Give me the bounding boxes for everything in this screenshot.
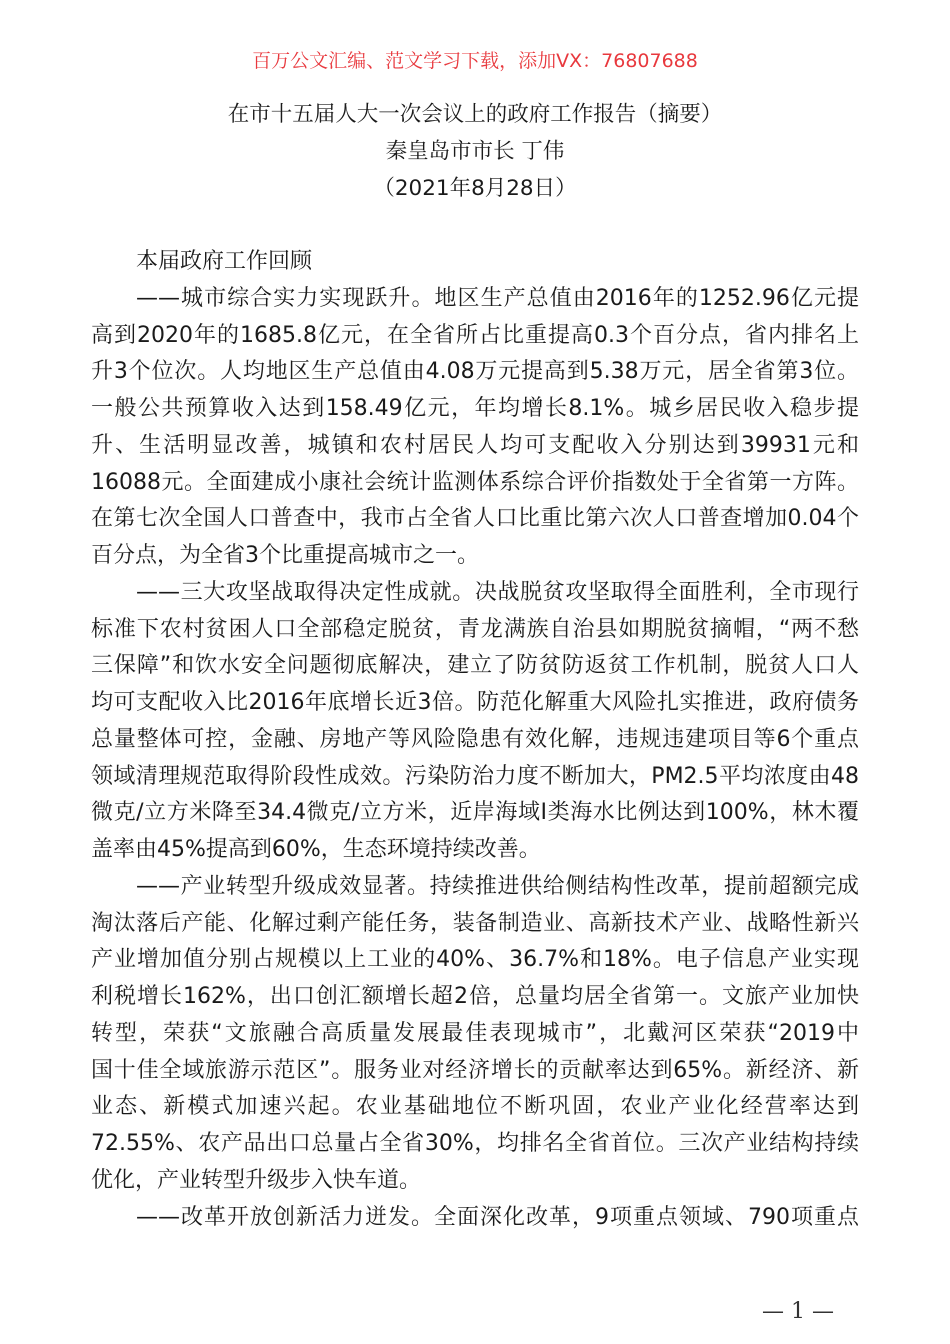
text-line: 高到2020年的1685.8亿元，在全省所占比重提高0.3个百分点，省内排名上 xyxy=(91,322,859,348)
text-line: 百分点，为全省3个比重提高城市之一。 xyxy=(91,543,479,568)
document-date: （2021年8月28日） xyxy=(373,176,577,201)
text-line: 盖率由45%提高到60%，生态环境持续改善。 xyxy=(91,837,541,862)
text-line: ——产业转型升级成效显著。持续推进供给侧结构性改革，提前超额完成 xyxy=(136,873,859,899)
text-line: ——三大攻坚战取得决定性成就。决战脱贫攻坚取得全面胜利，全市现行 xyxy=(136,579,859,605)
text-line: 一般公共预算收入达到158.49亿元，年均增长8.1%。城乡居民收入稳步提 xyxy=(91,396,859,421)
text-line: 在第七次全国人口普查中，我市占全省人口比重比第六次人口普查增加0.04个 xyxy=(91,506,859,532)
document-body xyxy=(91,244,859,1236)
text-line: ——城市综合实力实现跃升。地区生产总值由2016年的1252.96亿元提 xyxy=(136,285,859,311)
text-line: 本届政府工作回顾 xyxy=(136,249,313,274)
watermark-banner: 百万公文汇编、范文学习下载，添加VX：76807688 xyxy=(252,50,698,72)
text-line: 国十佳全域旅游示范区”。服务业对经济增长的贡献率达到65%。新经济、新 xyxy=(91,1057,859,1083)
text-line: 微克/立方米降至34.4微克/立方米，近岸海域I类海水比例达到100%，林木覆 xyxy=(91,800,859,826)
text-line: 业态、新模式加速兴起。农业基础地位不断巩固，农业产业化经营率达到 xyxy=(91,1094,859,1120)
text-line: 利税增长162%，出口创汇额增长超2倍，总量均居全省第一。文旅产业加快 xyxy=(91,984,859,1009)
text-line: 转型，荣获“文旅融合高质量发展最佳表现城市”，北戴河区荣获“2019中 xyxy=(91,1020,859,1046)
page-number: — 1 — xyxy=(762,1299,834,1324)
text-line: 升、生活明显改善，城镇和农村居民人均可支配收入分别达到39931元和 xyxy=(91,432,859,458)
text-line: 16088元。全面建成小康社会统计监测体系综合评价指数处于全省第一方阵。 xyxy=(91,469,859,495)
text-line: 均可支配收入比2016年底增长近3倍。防范化解重大风险扎实推进，政府债务 xyxy=(91,690,859,715)
document-title: 在市十五届人大一次会议上的政府工作报告（摘要） xyxy=(227,102,723,127)
text-line: 三保障”和饮水安全问题彻底解决，建立了防贫防返贫工作机制，脱贫人口人 xyxy=(91,653,859,679)
text-line: 升3个位次。人均地区生产总值由4.08万元提高到5.38万元，居全省第3位。 xyxy=(91,359,859,385)
text-line: 标准下农村贫困人口全部稳定脱贫，青龙满族自治县如期脱贫摘帽，“两不愁 xyxy=(91,616,859,642)
document-author: 秦皇岛市市长 丁伟 xyxy=(385,139,565,164)
text-line: 产业增加值分别占规模以上工业的40%、36.7%和18%。电子信息产业实现 xyxy=(91,947,860,973)
text-line: 优化，产业转型升级步入快车道。 xyxy=(91,1167,422,1193)
text-line: 72.55%、农产品出口总量占全省30%，均排名全省首位。三次产业结构持续 xyxy=(91,1131,859,1156)
text-line: 领域清理规范取得阶段性成效。污染防治力度不断加大，PM2.5平均浓度由48 xyxy=(91,763,859,789)
text-line: ——改革开放创新活力迸发。全面深化改革，9项重点领域、790项重点 xyxy=(136,1204,859,1230)
text-line: 淘汰落后产能、化解过剩产能任务，装备制造业、高新技术产业、战略性新兴 xyxy=(91,910,859,936)
text-line: 总量整体可控，金融、房地产等风险隐患有效化解，违规违建项目等6个重点 xyxy=(91,726,859,752)
